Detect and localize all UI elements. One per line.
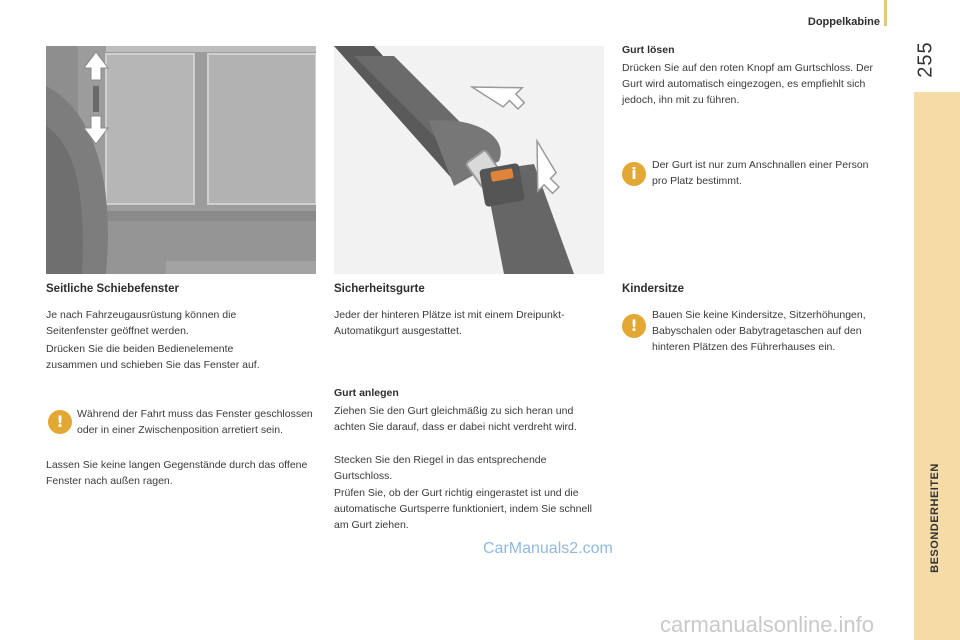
chapter-tab (914, 92, 960, 640)
fasten-belt-subheading: Gurt anlegen (334, 387, 399, 399)
chapter-tab-label: BESONDERHEITEN (929, 463, 941, 573)
seatbelt-photo (334, 46, 604, 274)
release-belt-subheading: Gurt lösen (622, 44, 675, 56)
fasten-belt-step1: Ziehen Sie den Gurt gleichmäßig zu sich heran und achten Sie darauf, dass er dabei nicht verdreht wird. (334, 405, 577, 433)
child-seats-warning: Bauen Sie keine Kindersitze, Sitzerhöhungen, Babyschalen oder Babytragetaschen auf den hinteren Plätzen des Führerhauses ein. (652, 309, 866, 353)
sliding-window-note: Lassen Sie keine langen Gegenstände durch das offene Fenster nach außen ragen. (46, 459, 308, 487)
carmanuals-watermark: CarManuals2.com (483, 540, 613, 557)
seatbelts-heading: Sicherheitsgurte (334, 283, 425, 295)
sliding-window-photo (46, 46, 316, 274)
warning-icon: ! (48, 410, 72, 434)
belt-info-note: Der Gurt ist nur zum Anschnallen einer Person pro Platz bestimmt. (652, 159, 869, 187)
child-seats-heading: Kindersitze (622, 283, 684, 295)
info-icon: i (622, 162, 646, 186)
sliding-window-warning: Während der Fahrt muss das Fenster geschlossen oder in einer Zwischenposition arretiert sein. (77, 408, 313, 436)
header-divider (884, 0, 887, 26)
release-belt-text: Drücken Sie auf den roten Knopf am Gurtschloss. Der Gurt wird automatisch eingezogen, es empfiehlt sich jedoch, ihn mit zu führen. (622, 62, 873, 106)
fasten-belt-step3: Prüfen Sie, ob der Gurt richtig eingerastet ist und die automatische Gurtsperre funktioniert, indem Sie schnell am Gurt ziehen. (334, 487, 592, 531)
carmanualsonline-watermark: carmanualsonline.info (660, 612, 875, 637)
sliding-window-instructions: Drücken Sie die beiden Bedienelemente zusammen und schieben Sie das Fenster auf. (46, 343, 260, 371)
warning-icon: ! (622, 314, 646, 338)
page-number: 255 (914, 41, 937, 78)
seatbelts-intro: Jeder der hinteren Plätze ist mit einem Dreipunkt-Automatikgurt ausgestattet. (334, 309, 565, 337)
sliding-window-heading: Seitliche Schiebefenster (46, 283, 179, 295)
fasten-belt-step2: Stecken Sie den Riegel in das entsprechende Gurtschloss. (334, 454, 547, 482)
section-title: Doppelkabine (807, 16, 880, 28)
sliding-window-intro: Je nach Fahrzeugausrüstung können die Seitenfenster geöffnet werden. (46, 309, 237, 337)
